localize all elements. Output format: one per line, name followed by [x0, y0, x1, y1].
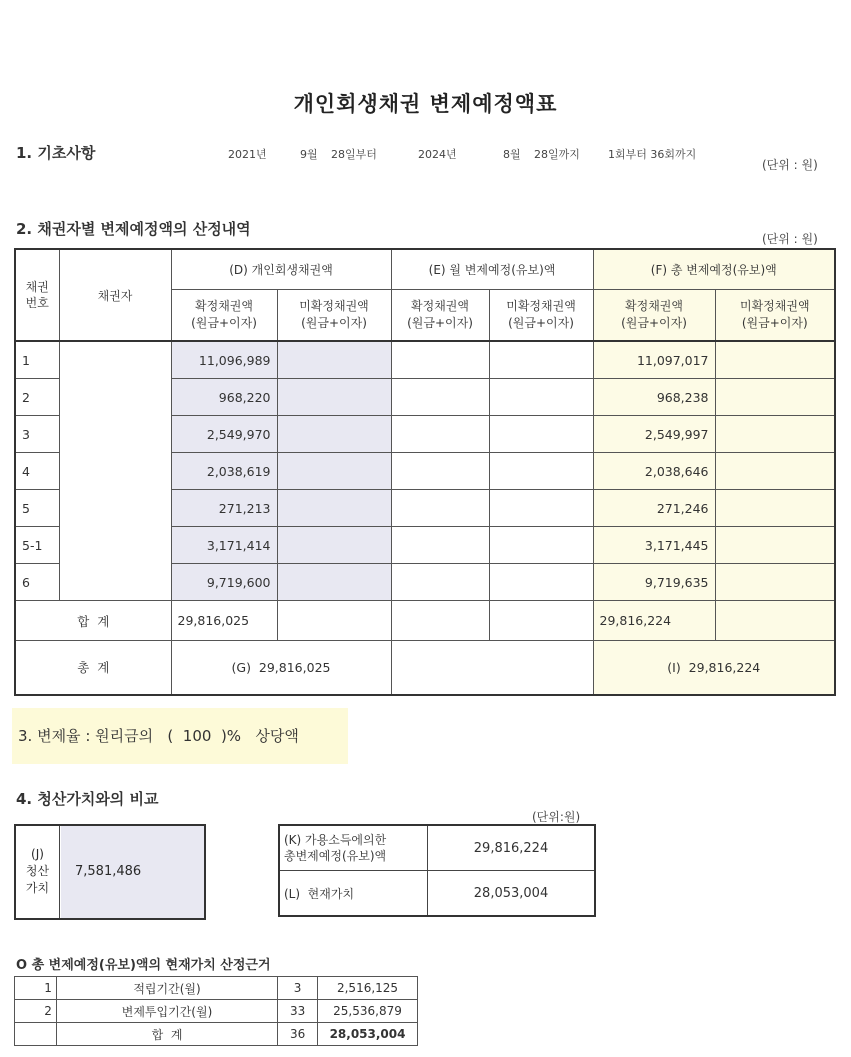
header-d-unconfirmed: 미확정채권액 (원금+이자) [277, 289, 391, 341]
e-confirmed-value [391, 453, 489, 490]
e-confirmed-value [391, 564, 489, 601]
basis-total-label: 합 계 [56, 1023, 277, 1046]
f-unconfirmed-value [715, 453, 835, 490]
basis-row-months: 3 [278, 977, 318, 1000]
header-e: (E) 월 변제예정(유보)액 [391, 249, 593, 289]
header-creditor: 채권자 [59, 249, 171, 341]
header-e-unconfirmed: 미확정채권액 (원금+이자) [489, 289, 593, 341]
header-f-confirmed: 확정채권액 (원금+이자) [593, 289, 715, 341]
basis-total-value: 28,053,004 [318, 1023, 418, 1046]
f-unconfirmed-value [715, 564, 835, 601]
page-title: 개인회생채권 변제예정액표 [293, 92, 558, 116]
f-confirmed-value: 9,719,635 [593, 564, 715, 601]
d-unconfirmed-value [277, 527, 391, 564]
e-unconfirmed-value [489, 564, 593, 601]
subtotal-row [15, 601, 835, 641]
section1-heading: 1. 기초사항 [16, 144, 96, 162]
d-confirmed-value: 2,549,970 [171, 416, 277, 453]
d-confirmed-value: 271,213 [171, 490, 277, 527]
section4-heading: 4. 청산가치와의 비교 [16, 790, 159, 808]
header-creditor-no: 채권 번호 [15, 249, 59, 341]
table-row [279, 871, 595, 917]
total-i: (I) 29,816,224 [593, 641, 835, 695]
row-no: 2 [15, 379, 59, 416]
header-d-confirmed: 확정채권액 (원금+이자) [171, 289, 277, 341]
basis-row-no: 2 [15, 1000, 57, 1023]
d-confirmed-value: 3,171,414 [171, 527, 277, 564]
e-unconfirmed-value [489, 453, 593, 490]
subtotal-e-confirmed [391, 601, 489, 641]
row-no: 1 [15, 341, 59, 379]
d-unconfirmed-value [277, 416, 391, 453]
basis-row-value: 25,536,879 [318, 1000, 418, 1023]
row-no: 6 [15, 564, 59, 601]
creditor-name-cell [59, 341, 171, 601]
f-confirmed-value: 3,171,445 [593, 527, 715, 564]
subtotal-f-unconfirmed [715, 601, 835, 641]
header-f-unconfirmed: 미확정채권액 (원금+이자) [715, 289, 835, 341]
basis-row-value: 2,516,125 [318, 977, 418, 1000]
e-confirmed-value [391, 416, 489, 453]
section1-unit: (단위 : 원) [762, 158, 818, 172]
basis-row-label: 적립기간(월) [56, 977, 277, 1000]
liquidation-value: 7,581,486 [61, 826, 204, 918]
start-day: 28일부터 [331, 148, 377, 161]
subtotal-f: 29,816,224 [593, 601, 715, 641]
header-e-confirmed: 확정채권액 (원금+이자) [391, 289, 489, 341]
basis-heading: O 총 변제예정(유보)액의 현재가치 산정근거 [16, 958, 271, 973]
e-unconfirmed-value [489, 527, 593, 564]
subtotal-e-unconfirmed [489, 601, 593, 641]
basis-row-months: 33 [278, 1000, 318, 1023]
f-confirmed-value: 968,238 [593, 379, 715, 416]
subtotal-label: 합 계 [15, 601, 171, 641]
l-value: 28,053,004 [428, 871, 596, 917]
d-confirmed-value: 9,719,600 [171, 564, 277, 601]
total-row [15, 641, 835, 695]
e-unconfirmed-value [489, 416, 593, 453]
f-confirmed-value: 271,246 [593, 490, 715, 527]
k-label: (K) 가용소득에의한 총변제예정(유보)액 [279, 825, 428, 871]
d-unconfirmed-value [277, 341, 391, 379]
total-e [391, 641, 593, 695]
f-unconfirmed-value [715, 379, 835, 416]
repayment-rate: 3. 변제율 : 원리금의 ( 100 )% 상당액 [12, 708, 348, 764]
e-unconfirmed-value [489, 341, 593, 379]
end-day: 28일까지 [534, 148, 580, 161]
f-unconfirmed-value [715, 490, 835, 527]
subtotal-d-unconfirmed [277, 601, 391, 641]
f-confirmed-value: 2,549,997 [593, 416, 715, 453]
basis-table [14, 976, 418, 1046]
table-row [15, 977, 418, 1000]
basis-total-row [15, 1023, 418, 1046]
table-row [15, 341, 835, 379]
end-year: 2024년 [418, 148, 457, 161]
section2-unit: (단위 : 원) [762, 232, 818, 246]
d-unconfirmed-value [277, 379, 391, 416]
liquidation-label: (J) 청산 가치 [16, 826, 60, 918]
row-no: 5 [15, 490, 59, 527]
total-label: 총 계 [15, 641, 171, 695]
repayment-table [14, 248, 836, 696]
installments: 1회부터 36회까지 [608, 148, 697, 161]
row-no: 3 [15, 416, 59, 453]
comparison-table [278, 824, 596, 917]
k-value: 29,816,224 [428, 825, 596, 871]
e-unconfirmed-value [489, 490, 593, 527]
e-confirmed-value [391, 379, 489, 416]
d-confirmed-value: 11,096,989 [171, 341, 277, 379]
d-confirmed-value: 2,038,619 [171, 453, 277, 490]
total-g: (G) 29,816,025 [171, 641, 391, 695]
end-month: 8월 [503, 148, 521, 161]
d-unconfirmed-value [277, 490, 391, 527]
e-confirmed-value [391, 490, 489, 527]
subtotal-d: 29,816,025 [171, 601, 277, 641]
start-year: 2021년 [228, 148, 267, 161]
basis-row-label: 변제투입기간(월) [56, 1000, 277, 1023]
l-label: (L) 현재가치 [279, 871, 428, 917]
row-no: 5-1 [15, 527, 59, 564]
basis-row-no: 1 [15, 977, 57, 1000]
basis-total-no [15, 1023, 57, 1046]
f-confirmed-value: 11,097,017 [593, 341, 715, 379]
header-d: (D) 개인회생채권액 [171, 249, 391, 289]
d-unconfirmed-value [277, 564, 391, 601]
f-unconfirmed-value [715, 527, 835, 564]
f-unconfirmed-value [715, 341, 835, 379]
basis-total-months: 36 [278, 1023, 318, 1046]
liquidation-value-box [14, 824, 206, 920]
row-no: 4 [15, 453, 59, 490]
e-unconfirmed-value [489, 379, 593, 416]
table-row [279, 825, 595, 871]
section4-unit: (단위:원) [532, 810, 581, 824]
table-row [15, 1000, 418, 1023]
f-confirmed-value: 2,038,646 [593, 453, 715, 490]
d-confirmed-value: 968,220 [171, 379, 277, 416]
start-month: 9월 [300, 148, 318, 161]
e-confirmed-value [391, 527, 489, 564]
d-unconfirmed-value [277, 453, 391, 490]
header-f: (F) 총 변제예정(유보)액 [593, 249, 835, 289]
f-unconfirmed-value [715, 416, 835, 453]
e-confirmed-value [391, 341, 489, 379]
section2-heading: 2. 채권자별 변제예정액의 산정내역 [16, 220, 251, 238]
